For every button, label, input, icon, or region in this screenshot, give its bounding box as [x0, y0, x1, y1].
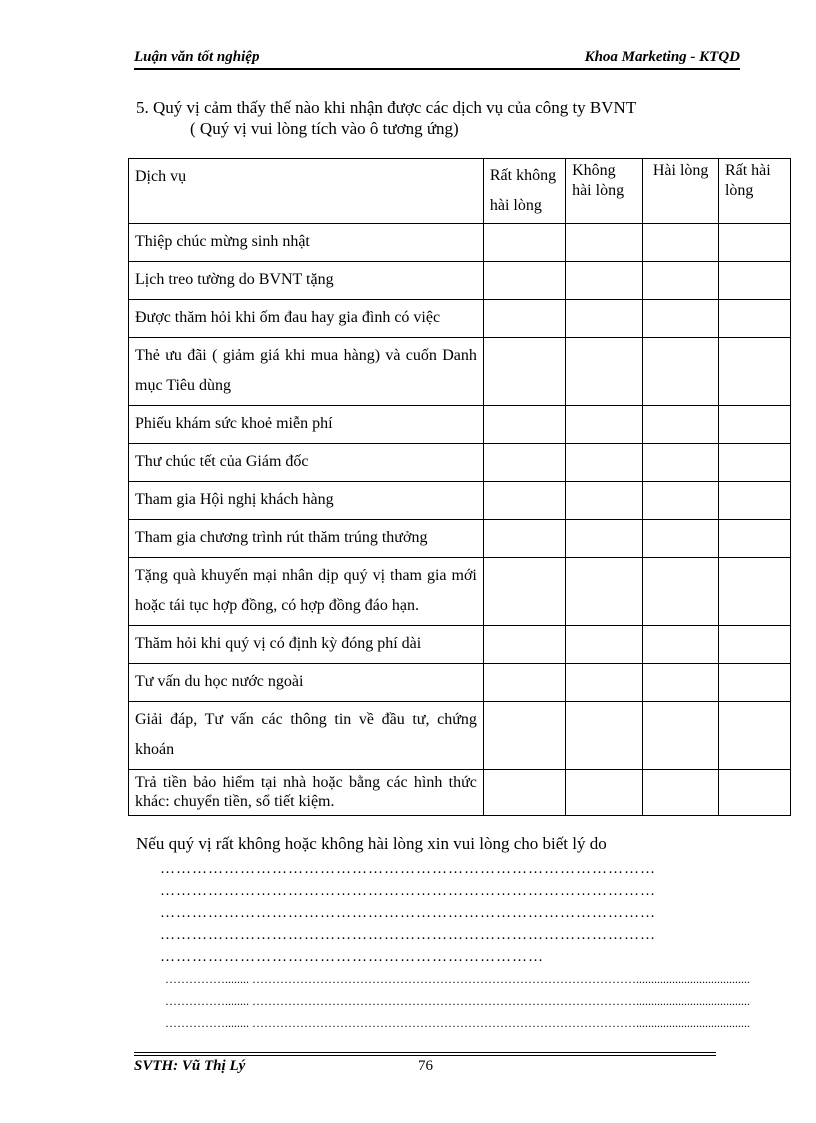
- checkbox-cell[interactable]: [483, 702, 565, 770]
- service-label: Giải đáp, Tư vấn các thông tin về đầu tư, chứng khoán: [129, 702, 484, 770]
- checkbox-cell[interactable]: [566, 406, 643, 444]
- checkbox-cell[interactable]: [718, 224, 790, 262]
- checkbox-cell[interactable]: [643, 300, 719, 338]
- checkbox-cell[interactable]: [483, 520, 565, 558]
- checkbox-cell[interactable]: [566, 770, 643, 816]
- checkbox-cell[interactable]: [718, 702, 790, 770]
- service-label: Tặng quà khuyến mại nhân dịp quý vị tham gia mới hoặc tái tục hợp đồng, có hợp đồng đáo hạn.: [129, 558, 484, 626]
- answer-line[interactable]: …………………………………………………………………………………: [160, 861, 656, 877]
- checkbox-cell[interactable]: [718, 664, 790, 702]
- header-very-satisfied: Rất hài lòng: [718, 159, 790, 224]
- table-row: [129, 664, 791, 702]
- table-row: [129, 444, 791, 482]
- checkbox-cell[interactable]: [483, 482, 565, 520]
- header-dissatisfied: Không hài lòng: [566, 159, 643, 224]
- checkbox-cell[interactable]: [643, 664, 719, 702]
- service-label: Tham gia Hội nghị khách hàng: [129, 482, 484, 520]
- checkbox-cell[interactable]: [566, 262, 643, 300]
- checkbox-cell[interactable]: [718, 520, 790, 558]
- checkbox-cell[interactable]: [643, 702, 719, 770]
- answer-line[interactable]: …………………………………………………………………………………: [160, 927, 656, 943]
- checkbox-cell[interactable]: [643, 626, 719, 664]
- checkbox-cell[interactable]: [566, 338, 643, 406]
- footer-divider: [134, 1055, 716, 1056]
- service-label: Phiếu khám sức khoẻ miễn phí: [129, 406, 484, 444]
- checkbox-cell[interactable]: [483, 406, 565, 444]
- service-label: Lịch treo tường do BVNT tặng: [129, 262, 484, 300]
- checkbox-cell[interactable]: [718, 338, 790, 406]
- table-row: [129, 224, 791, 262]
- service-label: Được thăm hỏi khi ốm đau hay gia đình có việc: [129, 300, 484, 338]
- table-row: [129, 520, 791, 558]
- checkbox-cell[interactable]: [483, 262, 565, 300]
- header-divider: [134, 68, 740, 70]
- checkbox-cell[interactable]: [566, 664, 643, 702]
- answer-line[interactable]: ……………........ ……………………………………………………………………………………......................................: [165, 1016, 750, 1030]
- checkbox-cell[interactable]: [718, 626, 790, 664]
- checkbox-cell[interactable]: [718, 770, 790, 816]
- footer-author: SVTH: Vũ Thị Lý: [134, 1058, 246, 1074]
- answer-line[interactable]: ………………………………………………………………: [160, 949, 544, 965]
- table-row: [129, 770, 791, 816]
- checkbox-cell[interactable]: [566, 520, 643, 558]
- question-text: 5. Quý vị cảm thấy thế nào khi nhận được các dịch vụ của công ty BVNT: [136, 98, 637, 117]
- table-row: [129, 300, 791, 338]
- answer-line[interactable]: ……………........ ……………………………………………………………………………………......................................: [165, 972, 750, 986]
- checkbox-cell[interactable]: [566, 702, 643, 770]
- checkbox-cell[interactable]: [643, 262, 719, 300]
- checkbox-cell[interactable]: [483, 664, 565, 702]
- table-row: [129, 262, 791, 300]
- table-row: [129, 702, 791, 770]
- answer-line[interactable]: ……………........ ……………………………………………………………………………………......................................: [165, 994, 750, 1008]
- table-header-row: [129, 159, 791, 224]
- service-label: Thăm hỏi khi quý vị có định kỳ đóng phí dài: [129, 626, 484, 664]
- satisfaction-table: [128, 158, 791, 816]
- checkbox-cell[interactable]: [718, 262, 790, 300]
- checkbox-cell[interactable]: [718, 406, 790, 444]
- checkbox-cell[interactable]: [566, 224, 643, 262]
- checkbox-cell[interactable]: [643, 482, 719, 520]
- checkbox-cell[interactable]: [718, 482, 790, 520]
- table-row: [129, 482, 791, 520]
- checkbox-cell[interactable]: [483, 558, 565, 626]
- service-label: Trả tiền bảo hiểm tại nhà hoặc bằng các hình thức khác: chuyển tiền, sổ tiết kiệm.: [129, 770, 484, 816]
- service-label: Thiệp chúc mừng sinh nhật: [129, 224, 484, 262]
- question-instruction: ( Quý vị vui lòng tích vào ô tương ứng): [190, 119, 459, 138]
- header-satisfied: Hài lòng: [643, 159, 719, 224]
- table-row: [129, 338, 791, 406]
- checkbox-cell[interactable]: [643, 444, 719, 482]
- checkbox-cell[interactable]: [566, 444, 643, 482]
- checkbox-cell[interactable]: [483, 338, 565, 406]
- checkbox-cell[interactable]: [718, 444, 790, 482]
- checkbox-cell[interactable]: [483, 300, 565, 338]
- footer-divider: [134, 1052, 716, 1053]
- checkbox-cell[interactable]: [643, 520, 719, 558]
- checkbox-cell[interactable]: [643, 770, 719, 816]
- service-label: Tham gia chương trình rút thăm trúng thưởng: [129, 520, 484, 558]
- header-very-dissatisfied: Rất không hài lòng: [483, 159, 565, 224]
- answer-line[interactable]: …………………………………………………………………………………: [160, 883, 656, 899]
- checkbox-cell[interactable]: [483, 224, 565, 262]
- checkbox-cell[interactable]: [718, 300, 790, 338]
- table-row: [129, 406, 791, 444]
- followup-prompt: Nếu quý vị rất không hoặc không hài lòng xin vui lòng cho biết lý do: [136, 834, 607, 853]
- header-faculty: Khoa Marketing - KTQD: [584, 49, 740, 65]
- answer-line[interactable]: …………………………………………………………………………………: [160, 905, 656, 921]
- checkbox-cell[interactable]: [566, 482, 643, 520]
- checkbox-cell[interactable]: [483, 770, 565, 816]
- service-label: Tư vấn du học nước ngoài: [129, 664, 484, 702]
- checkbox-cell[interactable]: [566, 626, 643, 664]
- checkbox-cell[interactable]: [718, 558, 790, 626]
- checkbox-cell[interactable]: [643, 558, 719, 626]
- checkbox-cell[interactable]: [643, 338, 719, 406]
- table-row: [129, 558, 791, 626]
- service-label: Thư chúc tết của Giám đốc: [129, 444, 484, 482]
- page-number: 76: [418, 1058, 433, 1074]
- checkbox-cell[interactable]: [483, 626, 565, 664]
- checkbox-cell[interactable]: [483, 444, 565, 482]
- checkbox-cell[interactable]: [643, 406, 719, 444]
- checkbox-cell[interactable]: [566, 558, 643, 626]
- table-row: [129, 626, 791, 664]
- header-service: Dịch vụ: [129, 159, 484, 224]
- checkbox-cell[interactable]: [566, 300, 643, 338]
- service-label: Thẻ ưu đãi ( giảm giá khi mua hàng) và cuốn Danh mục Tiêu dùng: [129, 338, 484, 406]
- checkbox-cell[interactable]: [643, 224, 719, 262]
- running-header: [134, 49, 740, 69]
- header-thesis-title: Luận văn tốt nghiệp: [134, 49, 260, 65]
